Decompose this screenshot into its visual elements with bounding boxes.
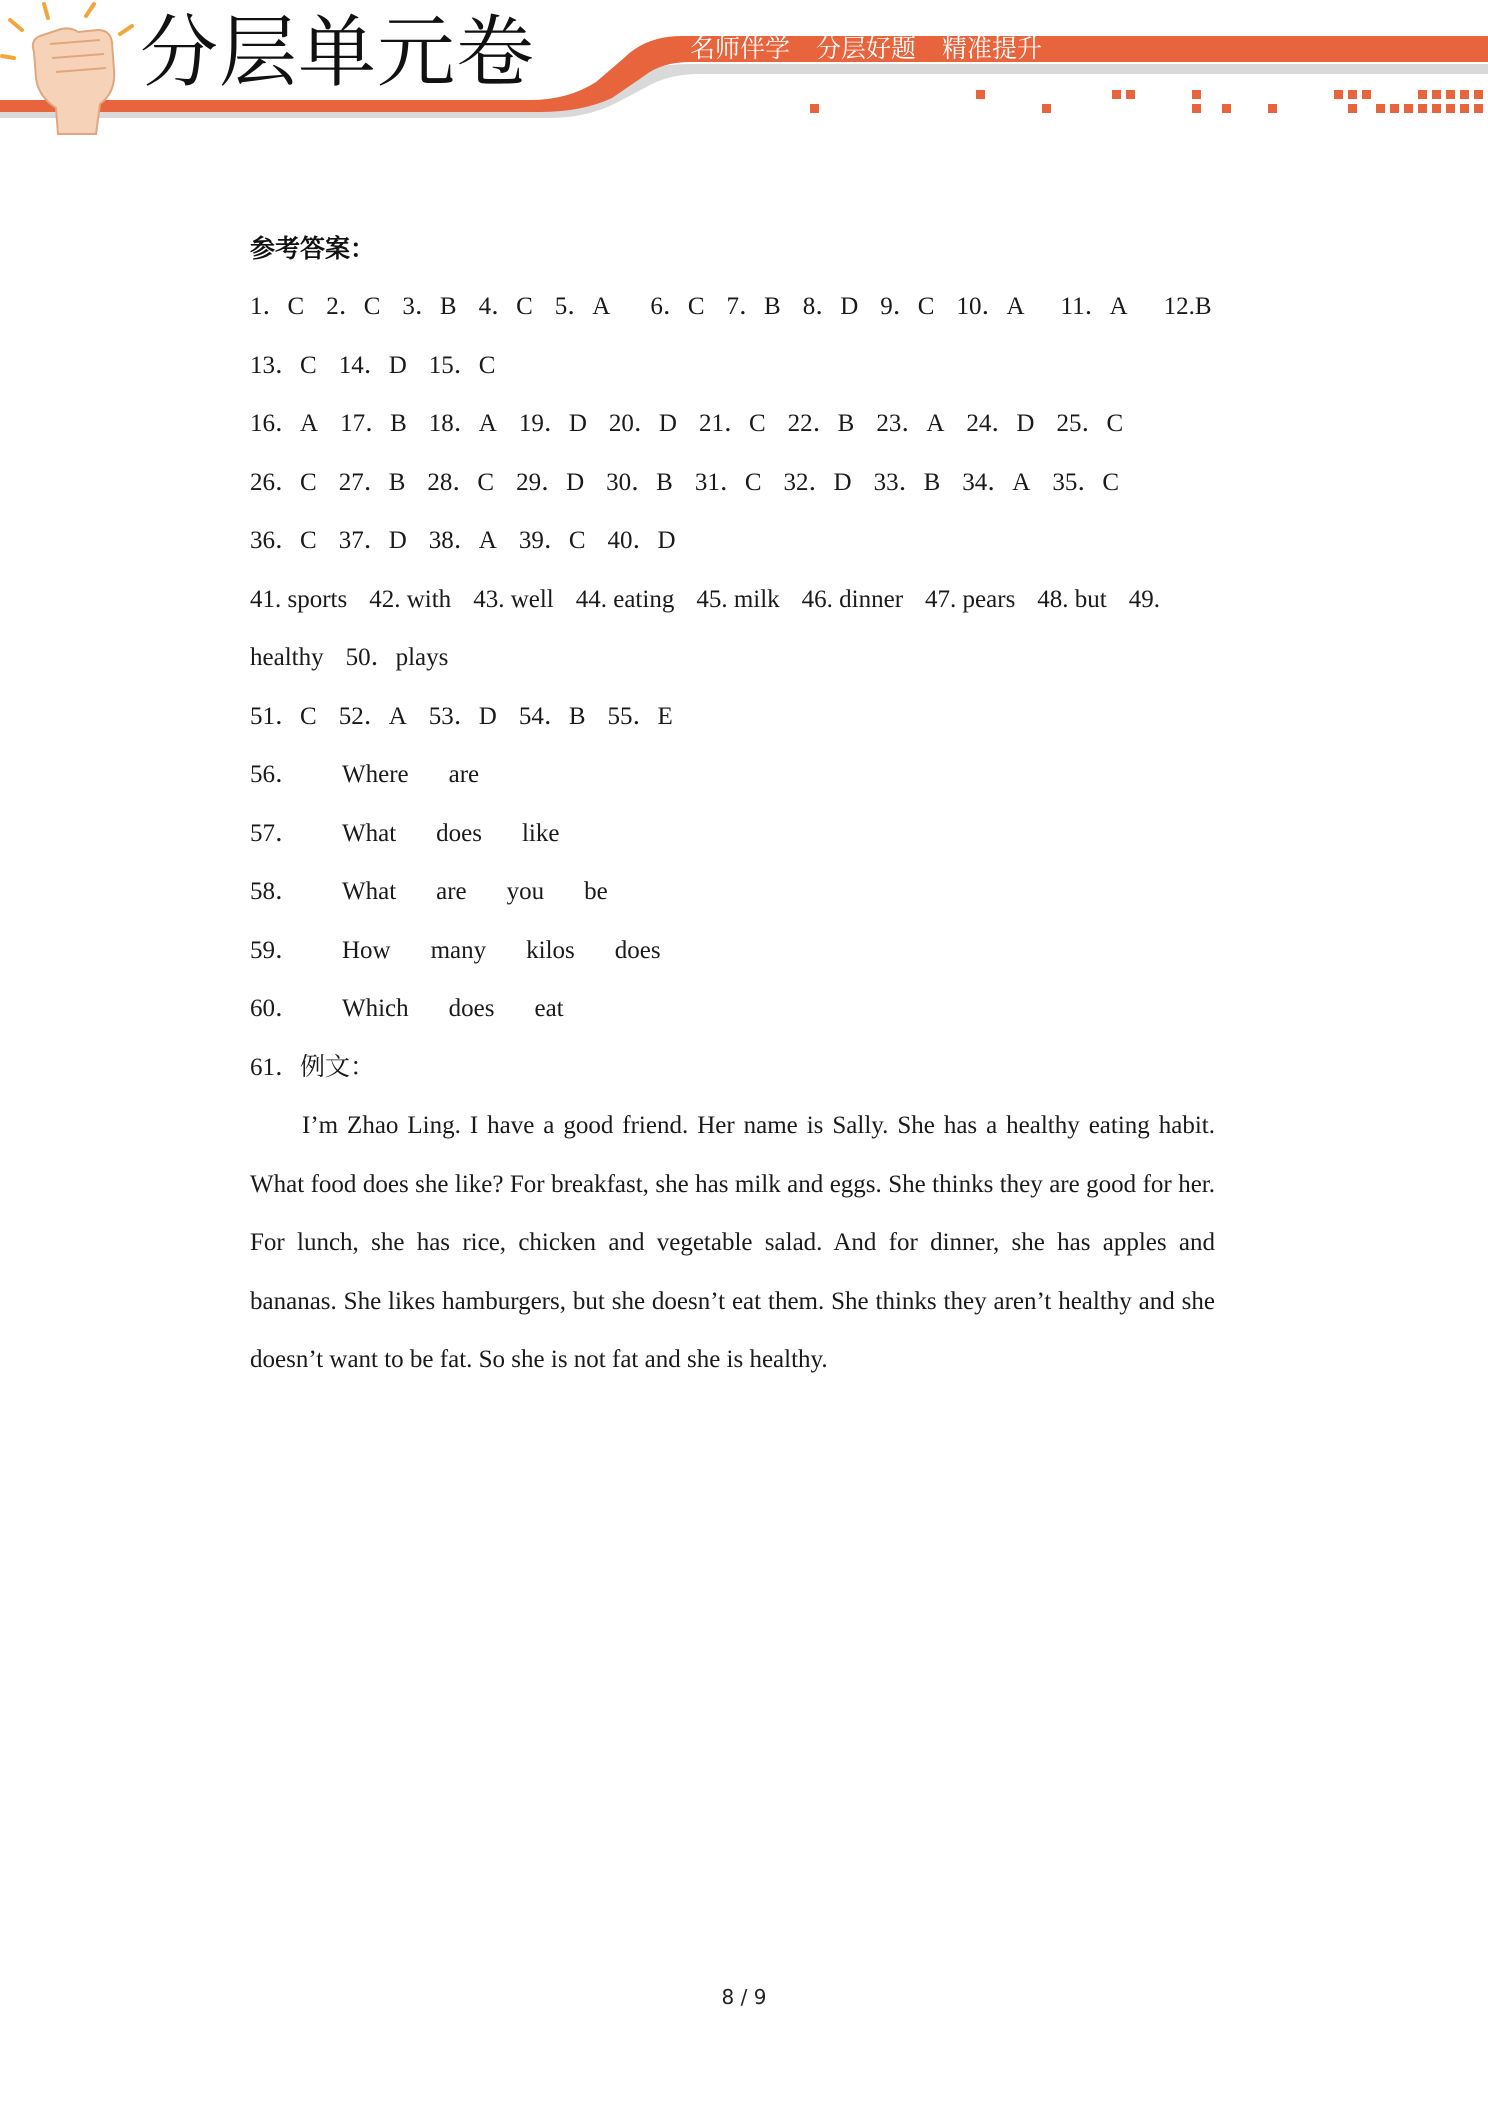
answer-item: 23．A [876,410,945,437]
answer-word: How [342,936,391,964]
answer-item: 43. well [473,585,554,613]
answer-item: 3．B [402,293,457,320]
answer-item: 5．A [554,293,611,320]
slogan-item: 分层好题 [816,34,917,63]
answer-item: 41. sports [250,585,348,613]
fill-blank-row [250,629,1250,688]
answer-item: 52．A [338,702,407,730]
answer-item: 42. with [369,585,452,613]
answer-item: 13．C [250,351,317,379]
transform-answer-row [250,980,1250,1039]
mc-answers-row [250,337,1250,396]
answer-item: 44. eating [575,585,675,613]
question-number: 57． [250,819,301,847]
answer-item: 39．C [518,527,586,554]
answer-item: 50．plays [345,644,449,671]
page-header [0,0,1488,140]
mc-answers-row [250,454,1250,513]
answer-item: 8．D [802,293,859,320]
answer-item: 19．D [518,410,587,437]
answer-item: 51．C [250,702,317,730]
mc-answers-row [250,395,1250,454]
answer-item: 32．D [783,468,852,496]
answer-item: 55．E [607,702,673,730]
answer-word: you [506,878,545,905]
answer-item: 40．D [607,527,676,554]
answer-item: 45. milk [696,585,780,613]
answer-item: 53．D [428,702,497,730]
transform-answer-row [250,922,1250,981]
answer-word: does [614,936,661,964]
section-title: 参考答案： [250,234,376,263]
answer-item: 35．C [1052,468,1119,496]
answer-item: 12.B [1163,293,1212,320]
answer-word: does [436,819,482,847]
answer-item: 48. but [1037,585,1107,613]
fill-blank-row [250,571,1250,630]
answer-item: 47. pears [925,585,1016,613]
answer-item: 2．C [326,293,381,320]
decorative-squares [810,90,1483,113]
answer-item: 11．A [1060,293,1128,320]
answer-item: 28．C [427,468,495,496]
answer-item: 33．B [873,468,941,496]
answer-item: 27．B [338,468,406,496]
transform-answer-row [250,863,1250,922]
answer-item: 31．C [694,468,762,496]
answer-item: 36．C [250,527,317,554]
slogan-item: 名师伴学 [690,34,791,63]
mc-answers-row [250,512,1250,571]
page-number: 8 / 9 [721,1985,767,2009]
answer-item: 6．C [650,293,705,320]
answer-item: 20．D [608,410,677,437]
mc-answers-row [250,278,1250,337]
slogan-item: 精准提升 [942,34,1043,63]
answer-word: many [430,936,487,964]
answer-item: 16．A [250,410,319,437]
answer-item: 18．A [428,410,497,437]
answer-item: 22．B [787,410,855,437]
answer-item: 24．D [966,410,1035,437]
answer-item: 37．D [338,527,407,554]
answer-item: 14．D [338,351,407,379]
transform-answer-row [250,746,1250,805]
answer-item: 21．C [698,410,766,437]
essay-label: 61．例文： [250,1053,376,1081]
answer-item: 26．C [250,468,317,496]
answer-word: eat [534,995,564,1022]
question-number: 56． [250,761,301,788]
answer-item: 49. [1128,585,1160,613]
answer-word: does [448,995,495,1022]
answer-item: 34．A [962,468,1031,496]
brand-title: 分层单元卷 [140,8,536,98]
transform-answer-row [250,805,1250,864]
question-number: 58． [250,878,301,905]
answer-item: 4．C [478,293,533,320]
answer-item: 15．C [428,351,496,379]
question-number: 60． [250,995,301,1022]
answer-word: What [342,819,397,847]
answer-item: 29．D [516,468,585,496]
answer-item: 54．B [518,702,586,730]
answer-item: 46. dinner [801,585,904,613]
answer-word: Where [342,761,409,788]
answer-item: 25．C [1056,410,1124,437]
answer-key [250,220,1250,1390]
answer-item: healthy [250,644,324,671]
answer-word: kilos [526,936,575,964]
answer-item: 7．B [726,293,781,320]
match-answers-row [250,688,1250,747]
question-number: 59． [250,936,301,964]
sample-essay: I’m Zhao Ling. I have a good friend. Her name is Sally. She has a healthy eating habit. What food does she like? For breakfast, she has milk and eggs. She thinks they are good for her. For lunch, she has rice, chicken and vegetable salad. And for dinner, she has apples and bananas. She likes hamburgers, but she doesn’t eat them. She thinks they aren’t healthy and she doesn’t want to be fat. So she is not fat and she is healthy. [250,1112,1215,1373]
answer-item: 38．A [428,527,497,554]
answer-item: 9．C [880,293,935,320]
answer-word: What [342,878,397,905]
answer-item: 30．B [606,468,673,496]
answer-word: are [448,761,480,788]
answer-item: 10．A [956,293,1025,320]
answer-word: Which [342,995,409,1022]
answer-word: like [521,819,560,847]
answer-item: 17．B [340,410,407,437]
answer-item: 1．C [250,293,305,320]
answer-word: be [584,878,608,905]
answer-word: are [436,878,467,905]
header-slogan [690,36,1068,61]
